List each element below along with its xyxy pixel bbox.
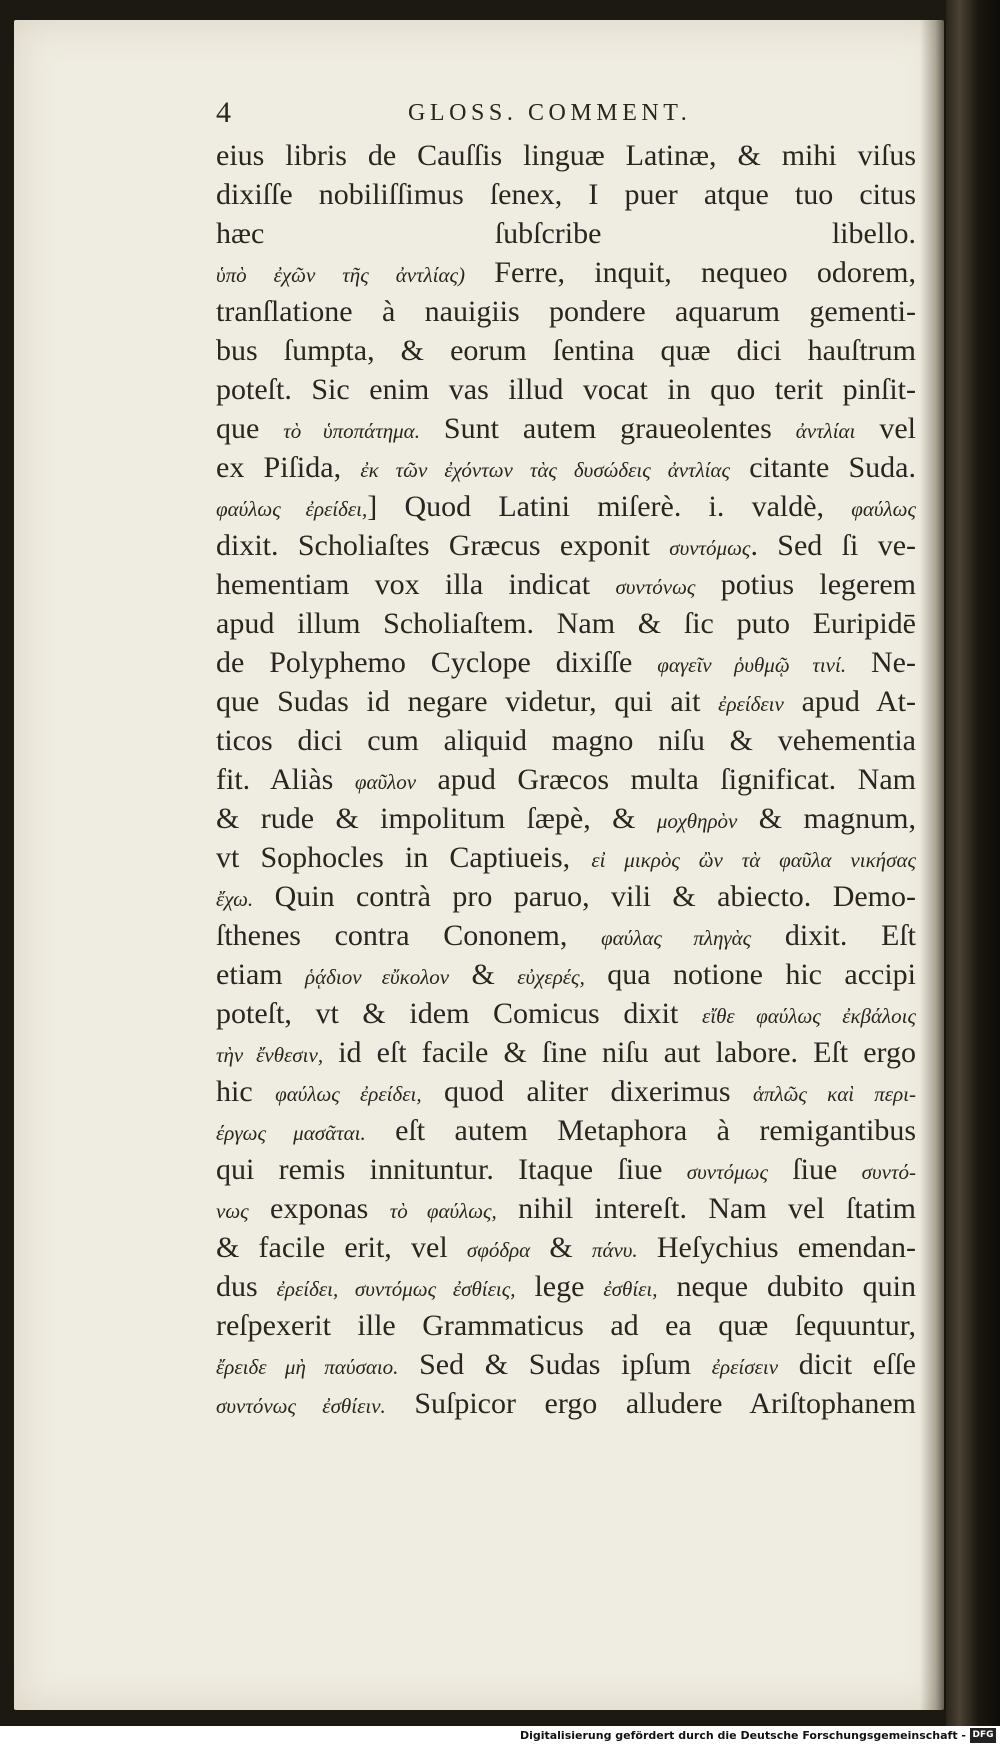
text-line: [216, 1384, 916, 1423]
greek-phrase: μοχθηρὸν: [656, 809, 738, 833]
greek-phrase: ἔχω.: [216, 887, 254, 911]
latin-text: &: [530, 1231, 592, 1264]
latin-text: exponas: [248, 1192, 390, 1225]
dfg-logo: DFG: [970, 1728, 996, 1743]
greek-phrase: φαύλως ἐρείδει,: [275, 1082, 422, 1106]
book-edge: [946, 0, 1000, 1746]
latin-text: poteſt. Sic enim vas illud vocat in quo terit pinſit-: [216, 373, 916, 406]
latin-text: apud illum Scholiaſtem. Nam & ſic puto Euripidē: [216, 607, 916, 640]
latin-text: de Polyphemo Cyclope dixiſſe: [216, 646, 658, 679]
body-text: [216, 136, 916, 1423]
text-line: [216, 1267, 916, 1306]
latin-text: id eſt facile & ſine niſu aut labore. Eſt ergo: [323, 1036, 916, 1069]
greek-phrase: ἐκ τῶν ἐχόντων τὰς δυσώδεις ἀντλίας: [360, 458, 731, 482]
latin-text: vt Sophocles in Captiueis,: [216, 841, 592, 874]
text-line: [216, 1189, 916, 1228]
greek-phrase: συντόμως: [669, 536, 751, 560]
latin-text: & rude & impolitum ſæpè, &: [216, 802, 657, 835]
greek-phrase: εἰ μικρὸς ὢν τὰ φαῦλα νικήσας: [591, 848, 916, 872]
latin-text: Suſpicor ergo alludere Ariſtophanem: [385, 1387, 916, 1420]
text-line: [216, 526, 916, 565]
text-line: [216, 175, 916, 214]
latin-text: &: [449, 958, 518, 991]
latin-text: reſpexerit ille Grammaticus ad ea quæ ſequuntur,: [216, 1309, 916, 1342]
text-line: [216, 487, 916, 526]
greek-phrase: ἁπλῶς καὶ περι-: [752, 1082, 916, 1106]
text-line: [216, 1150, 916, 1189]
text-line: [216, 760, 916, 799]
funding-note: Digitalisierung gefördert durch die Deutsche Forschungsgemeinschaft -: [519, 1729, 966, 1742]
greek-phrase: τὸ φαύλως,: [389, 1199, 497, 1223]
greek-phrase: συντόνως ἐσθίειν.: [216, 1394, 386, 1418]
text-line: [216, 1228, 916, 1267]
text-line: [216, 214, 916, 253]
greek-phrase: εἴθε φαύλως ἐκβάλοις: [702, 1004, 916, 1028]
greek-phrase: ἐρείδει, συντόμως ἐσθίεις,: [276, 1277, 516, 1301]
greek-phrase: φαύλας πληγὰς: [601, 926, 752, 950]
latin-text: eſt autem Metaphora à remigantibus: [365, 1114, 916, 1147]
greek-phrase: σφόδρα: [466, 1238, 531, 1262]
latin-text: hæc ſubſcribe libello.: [216, 217, 916, 250]
greek-phrase: φαύλως ἐρείδει,: [216, 497, 368, 521]
text-line: [216, 799, 916, 838]
text-line: [216, 253, 916, 292]
text-line: [216, 409, 916, 448]
greek-phrase: έργως μασᾶται.: [216, 1121, 366, 1145]
latin-text: ſthenes contra Cononem,: [216, 919, 602, 952]
text-line: [216, 448, 916, 487]
greek-phrase: νως: [216, 1199, 249, 1223]
latin-text: dicit eſſe: [778, 1348, 916, 1381]
greek-phrase: συντόνως: [615, 575, 696, 599]
latin-text: ſiue: [768, 1153, 862, 1186]
latin-text: eius libris de Cauſſis linguæ Latinæ, & mihi viſus: [216, 139, 916, 172]
latin-text: apud At-: [783, 685, 916, 718]
page-header: [216, 96, 936, 136]
text-line: [216, 292, 916, 331]
text-line: [216, 994, 916, 1033]
greek-phrase: ἐσθίει,: [603, 1277, 658, 1301]
latin-text: dixiſſe nobiliſſimus ſenex, I puer atque tuo citus: [216, 178, 916, 211]
latin-text: apud Græcos multa ſignificat. Nam: [416, 763, 916, 796]
text-line: [216, 370, 916, 409]
latin-text: Sunt autem graueolentes: [419, 412, 796, 445]
latin-text: dixit. Scholiaſtes Græcus exponit: [216, 529, 670, 562]
latin-text: ticos dici cum aliquid magno niſu & vehementia: [216, 724, 916, 757]
greek-phrase: τὴν ἔνθεσιν,: [216, 1043, 324, 1067]
latin-text: ] Quod Latini miſerè. i. valdè,: [367, 490, 852, 523]
latin-text: Ne-: [846, 646, 916, 679]
text-line: [216, 565, 916, 604]
page-gutter-shadow: [920, 20, 946, 1710]
text-line: [216, 1033, 916, 1072]
text-line: [216, 136, 916, 175]
latin-text: tranſlatione à nauigiis pondere aquarum gementi-: [216, 295, 916, 328]
text-line: [216, 643, 916, 682]
latin-text: nihil intereſt. Nam vel ſtatim: [496, 1192, 916, 1225]
text-line: [216, 955, 916, 994]
latin-text: qui remis innituntur. Itaque ſiue: [216, 1153, 687, 1186]
latin-text: bus ſumpta, & eorum ſentina quæ dici hauſtrum: [216, 334, 916, 367]
latin-text: citante Suda.: [730, 451, 916, 484]
greek-phrase: τὸ ὑποπάτημα.: [283, 419, 420, 443]
latin-text: hic: [216, 1075, 276, 1108]
latin-text: etiam: [216, 958, 306, 991]
greek-phrase: ἐρείσειν: [711, 1355, 779, 1379]
latin-text: Quin contrà pro paruo, vili & abiecto. Demo-: [253, 880, 916, 913]
latin-text: qua notione hic accipi: [584, 958, 916, 991]
latin-text: potius legerem: [695, 568, 916, 601]
latin-text: dixit. Eſt: [751, 919, 916, 952]
running-head: GLOSS. COMMENT.: [408, 100, 692, 126]
latin-text: poteſt, vt & idem Comicus dixit: [216, 997, 702, 1030]
latin-text: Ferre, inquit, nequeo odorem,: [465, 256, 916, 289]
text-line: [216, 682, 916, 721]
latin-text: neque dubito quin: [657, 1270, 916, 1303]
greek-phrase: ἀντλίαι: [795, 419, 856, 443]
greek-phrase: ἐρείδειν: [718, 692, 784, 716]
latin-text: vel: [855, 412, 916, 445]
text-line: [216, 604, 916, 643]
page-number: 4: [216, 96, 231, 129]
text-line: [216, 721, 916, 760]
latin-text: ex Piſida,: [216, 451, 361, 484]
greek-phrase: ὑπὸ ἐχῶν τῆς ἀντλίας): [216, 263, 466, 287]
latin-text: . Sed ſi ve-: [750, 529, 916, 562]
latin-text: & magnum,: [737, 802, 916, 835]
latin-text: hementiam vox illa indicat: [216, 568, 616, 601]
latin-text: lege: [515, 1270, 604, 1303]
latin-text: Heſychius emendan-: [637, 1231, 916, 1264]
text-line: [216, 838, 916, 877]
greek-phrase: συντόμως: [686, 1160, 768, 1184]
latin-text: que Sudas id negare videtur, qui ait: [216, 685, 719, 718]
latin-text: que: [216, 412, 284, 445]
greek-phrase: ῥᾴδιον εὔκολον: [305, 965, 450, 989]
latin-text: quod aliter dixerimus: [421, 1075, 753, 1108]
digitization-footer: [0, 1726, 1000, 1746]
latin-text: fit. Aliàs: [216, 763, 355, 796]
latin-text: & facile erit, vel: [216, 1231, 467, 1264]
greek-phrase: φαγεῖν ῥυθμῷ τινί.: [657, 653, 847, 677]
text-line: [216, 331, 916, 370]
latin-text: Sed & Sudas ipſum: [398, 1348, 712, 1381]
text-line: [216, 877, 916, 916]
text-line: [216, 1345, 916, 1384]
text-line: [216, 1072, 916, 1111]
greek-phrase: ἔρειδε μὴ παύσαιο.: [216, 1355, 399, 1379]
greek-phrase: εὐχερές,: [517, 965, 585, 989]
text-line: [216, 916, 916, 955]
text-line: [216, 1111, 916, 1150]
greek-phrase: φαύλως: [851, 497, 916, 521]
greek-phrase: πάνυ.: [591, 1238, 638, 1262]
greek-phrase: φαῦλον: [354, 770, 417, 794]
latin-text: dus: [216, 1270, 277, 1303]
text-line: [216, 1306, 916, 1345]
greek-phrase: συντό-: [861, 1160, 916, 1184]
